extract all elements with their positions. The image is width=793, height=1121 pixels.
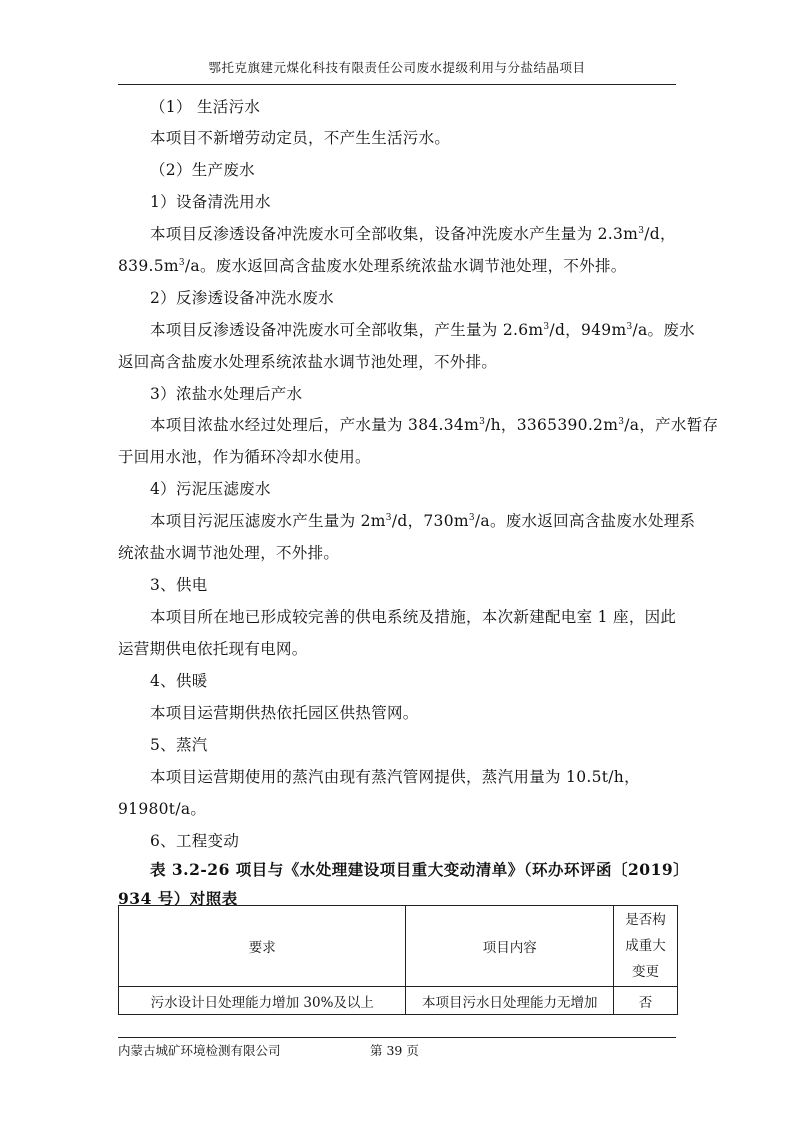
superscript-3: 3 — [543, 322, 550, 332]
heading-domestic-sewage: （1） 生活污水 — [150, 98, 261, 116]
page-number: 第 39 页 — [370, 1043, 419, 1058]
header-text-line: 成重大 — [625, 938, 666, 954]
superscript-3: 3 — [618, 417, 625, 427]
paragraph: 本项目运营期使用的蒸汽由现有蒸汽管网提供，蒸汽用量为 10.5t/h， — [150, 768, 640, 786]
paragraph: 本项目反渗透设备冲洗废水可全部收集，产生量为 $2.6m^3/d$，$949m^3/a$。废水 — [150, 321, 695, 339]
paragraph: 本项目不新增劳动定员，不产生生活污水。 — [150, 129, 451, 147]
superscript-3: 3 — [468, 513, 475, 523]
column-header-major-change — [614, 906, 678, 987]
footer-rule — [118, 1037, 676, 1038]
header-text-line: 是否构 — [625, 912, 666, 928]
cell-major-change: 否 — [614, 987, 678, 1015]
paragraph: 本项目所在地已形成较完善的供电系统及措施，本次新建配电室 1 座，因此 — [150, 608, 677, 626]
paragraph: 91980t/a。 — [118, 800, 207, 818]
heading-steam: 5、蒸汽 — [150, 736, 208, 754]
heading-engineering-changes: 6、工程变动 — [150, 832, 240, 850]
cell-content: 本项目污水日处理能力无增加 — [406, 987, 614, 1015]
column-header-content: 项目内容 — [406, 906, 614, 987]
cell-requirement: 污水设计日处理能力增加 30%及以上 — [119, 987, 406, 1015]
subheading: 3）浓盐水处理后产水 — [150, 385, 303, 403]
table-caption: 表 3.2-26 项目与《水处理建设项目重大变动清单》（环办环评函〔2019〕 — [150, 860, 690, 879]
table-header-row — [119, 906, 678, 987]
superscript-3: 3 — [479, 417, 486, 427]
column-header-requirement: 要求 — [119, 906, 406, 987]
paragraph: $839.5m^3/a$。废水返回高含盐废水处理系统浓盐水调节池处理，不外排。 — [118, 257, 627, 275]
header-rule — [118, 84, 676, 85]
paragraph: 运营期供电依托现有电网。 — [118, 640, 308, 658]
superscript-3: 3 — [638, 226, 645, 236]
paragraph: 于回用水池，作为循环冷却水使用。 — [118, 448, 371, 466]
table-row — [119, 987, 678, 1015]
paragraph: 返回高含盐废水处理系统浓盐水调节池处理，不外排。 — [118, 353, 498, 371]
heading-production-wastewater: （2）生产废水 — [150, 161, 255, 179]
heading-power-supply: 3、供电 — [150, 576, 208, 594]
heading-heating: 4、供暖 — [150, 672, 208, 690]
running-header: 鄂托克旗建元煤化科技有限责任公司废水提级利用与分盐结晶项目 — [208, 60, 586, 75]
table-caption-continued: 934 号）对照表 — [118, 889, 238, 908]
subheading: 4）污泥压滤废水 — [150, 480, 271, 498]
paragraph: 本项目污泥压滤废水产生量为 $2m^3/d$，$730m^3/a$。废水返回高含盐废水处理系 — [150, 512, 696, 530]
comparison-table — [118, 905, 678, 1015]
footer-company: 内蒙古城矿环境检测有限公司 — [118, 1043, 281, 1058]
paragraph: 本项目浓盐水经过处理后，产水量为 $384.34m^3/h$，$3365390.2m^3/a$，产水暂存 — [150, 416, 719, 434]
superscript-3: 3 — [626, 322, 633, 332]
subheading: 1）设备清洗用水 — [150, 193, 271, 211]
paragraph: 本项目反渗透设备冲洗废水可全部收集，设备冲洗废水产生量为 $2.3m^3/d$， — [150, 225, 676, 243]
paragraph: 统浓盐水调节池处理，不外排。 — [118, 544, 340, 562]
superscript-3: 3 — [178, 258, 185, 268]
header-text-line: 变更 — [632, 964, 660, 980]
subheading: 2）反渗透设备冲洗水废水 — [150, 289, 334, 307]
paragraph: 本项目运营期供热依托园区供热管网。 — [150, 704, 419, 722]
superscript-3: 3 — [385, 513, 392, 523]
